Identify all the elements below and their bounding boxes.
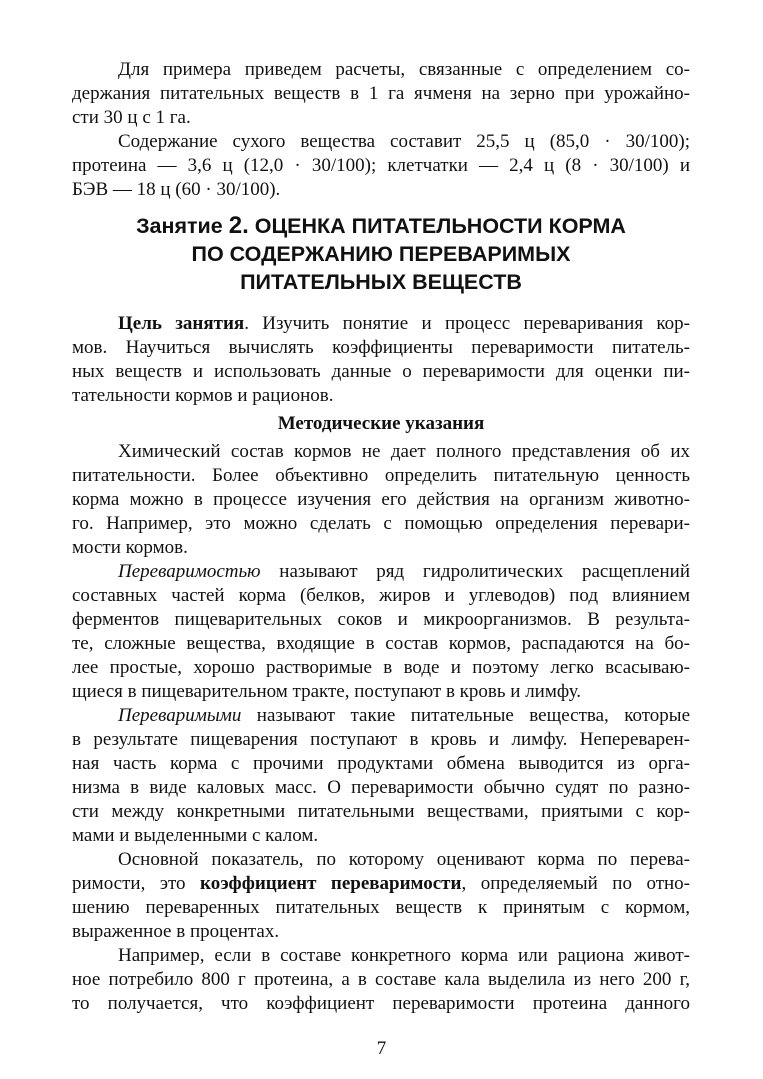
text-line: низма в виде каловых масс. О переваримости обычно судят по разно- [72,777,690,798]
text-line: сти между конкретными питательными веществами, приятыми с кор- [72,801,690,822]
term-digestibility: Переваримостью [118,561,261,582]
text-line: щиеся в пищеварительном тракте, поступают в кровь и лимфу. [72,681,582,702]
text-line: го. Например, это можно сделать с помощью определения перевари- [72,513,690,534]
methodical-subheading: Методические указания [277,413,485,434]
text-line: ное потребило 800 г протеина, а в составе кала выделила из него 200 г, [72,969,690,990]
coefficient-line [72,872,690,896]
lesson-prefix: Занятие [136,214,223,238]
text-line: Химический состав кормов не дает полного представления об их [118,441,690,462]
text-line: Для примера приведем расчеты, связанные с определением со- [118,59,690,80]
text-line: мами и выделенными с калом. [72,825,319,846]
text-line: протеина — 3,6 ц (12,0 · 30/100); клетчатки — 2,4 ц (8 · 30/100) и [72,155,690,176]
text-line: мов. Научиться вычислять коэффициенты переваримости питатель- [72,337,690,358]
text-line: сти 30 ц с 1 га. [72,107,191,128]
text-line: Содержание сухого вещества составит 25,5 ц (85,0 · 30/100); [118,131,690,152]
text-line: корма можно в процессе изучения его действия на организм животно- [72,489,690,510]
text-line: мости кормов. [72,537,188,558]
text-line: питательности. Более объективно определить питательную ценность [72,465,690,486]
lesson-heading-line-3: ПИТАТЕЛЬНЫХ ВЕЩЕСТВ [240,270,522,294]
definition-line [118,560,690,584]
lesson-number: 2. [228,212,249,239]
text-line: ная часть корма с прочими продуктами обмена выводится из орга- [72,753,690,774]
text-line: лее простые, хорошо растворимые в воде и поэтому легко всасываю- [72,657,690,678]
page-number: 7 [376,1038,387,1059]
text-line: Например, если в составе конкретного корма или рациона живот- [118,945,690,966]
text-line: выраженное в процентах. [72,921,280,942]
text-line: тательности кормов и рационов. [72,385,334,406]
text-line: БЭВ — 18 ц (60 · 30/100). [72,179,281,200]
coefficient-post: , определяемый по отно- [461,873,690,894]
lesson-heading-line-2: ПО СОДЕРЖАНИЮ ПЕРЕВАРИМЫХ [191,242,571,266]
definition-line [118,704,690,728]
goal-label: Цель занятия [118,313,245,334]
goal-line [118,312,690,336]
goal-text: . Изучить понятие и процесс переваривания кор- [244,313,690,334]
text-line: ных веществ и использовать данные о переваримости для оценки пи- [72,361,690,382]
term-coefficient: коэффициент переваримости [200,873,462,894]
text-line: то получается, что коэффициент переваримости протеина данного [72,993,690,1014]
text-line: шению переваренных питательных веществ к принятым с кормом, [72,897,690,918]
term-digestible: Переваримыми [118,705,242,726]
text-line: держания питательных веществ в 1 га ячменя на зерно при урожайно- [72,83,690,104]
text-line: в результате пищеварения поступают в кровь и лимфу. Непереварен- [72,729,690,750]
lesson-heading [72,212,690,240]
text-line: Основной показатель, по которому оценивают корма по перева- [118,849,690,870]
text-line: составных частей корма (белков, жиров и углеводов) под влиянием [72,585,690,606]
lesson-title: ОЦЕНКА ПИТАТЕЛЬНОСТИ КОРМА [254,214,626,238]
definition-text: называют такие питательные вещества, которые [241,705,690,726]
text-line: ферментов пищеварительных соков и микроорганизмов. В результа- [72,609,690,630]
text-line: те, сложные вещества, входящие в состав кормов, распадаются на бо- [72,633,690,654]
coefficient-pre: римости, это [72,873,201,894]
definition-text: называют ряд гидролитических расщеплений [260,561,690,582]
